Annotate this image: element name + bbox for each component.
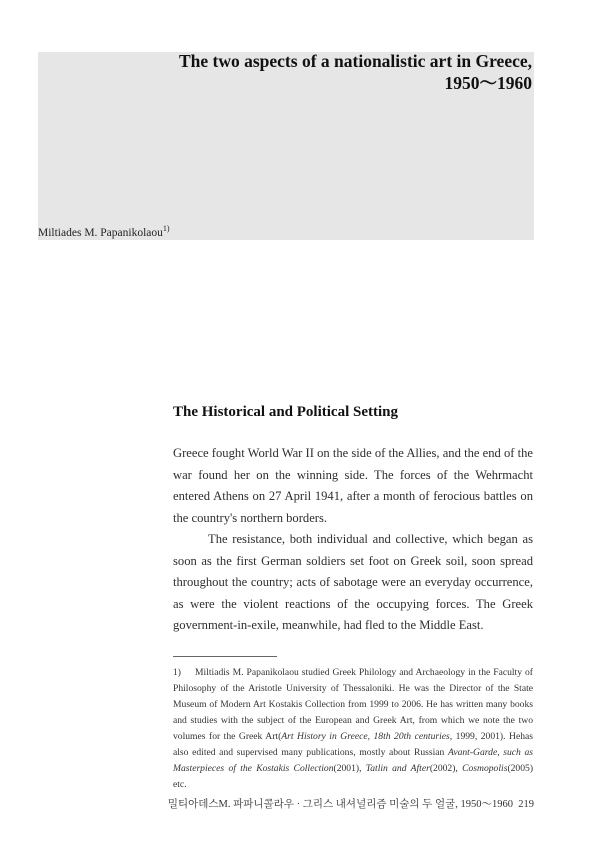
footnote-italic-title: Tatlin and After [365,763,430,774]
footnote-divider [173,656,277,657]
section-heading: The Historical and Political Setting [173,404,398,420]
body-text [173,443,533,637]
article-title [92,50,532,94]
footnote-text: (2002), [429,763,463,774]
author-name [38,224,170,239]
footnote-italic-title: Art History in Greece, 18th 20th centuries [281,731,450,742]
footnote-text: Miltiadis M. Papanikolaou studied Greek Philology and Archaeology in the Faculty of Philosophy of the Aristotle University of Thessaloniki. He was the Director of the State Museum of Modern Art Kostakis Collection from 1999 to 2006. He has written many books and studies with the subject of the European and Greek Art, from which we note the two volumes for the Greek Art( [173,667,533,742]
footnote-text: (2005) etc. [173,763,534,790]
paragraph: Greece fought World War II on the side of the Allies, and the end of the war found her on the winning side. The forces of the Wehrmacht entered Athens on 27 April 1941, after a month of ferocious battles on the country's northern borders. [173,446,533,525]
footnote-text: , 1999, 2001). Hehas also edited and supervised many publications, mostly about Russian [173,731,533,758]
author-footnote-ref[interactable]: 1) [162,224,170,233]
footnote [173,665,533,793]
footnote-number: 1) [173,667,181,678]
author-name-text: Miltiades M. Papanikolaou [38,226,163,239]
running-head: 밀티아데스M. 파파니콜라우 · 그리스 내셔널리즘 미술의 두 얼굴, 1950～1960 [167,799,513,810]
footnote-text: (2001), [333,763,366,774]
article-title-line-2: 1950～1960 [444,73,532,93]
page-number: 219 [518,799,534,810]
footnote-italic-title: Cosmopolis [462,763,508,774]
footnote-italic-title: Avant-Garde, such as Masterpieces of the Kostakis Collection [173,747,534,774]
running-footer [168,796,534,811]
paragraph: The resistance, both individual and collective, which began as soon as the first German soldiers set foot on Greek soil, soon spread throughout the country; acts of sabotage were an everyday occurrence, as were the violent reactions of the occupying forces. The Greek government-in-exile, meanwhile, had fled to the Middle East. [173,532,533,632]
article-title-line-1: The two aspects of a nationalistic art in Greece, [178,51,532,71]
